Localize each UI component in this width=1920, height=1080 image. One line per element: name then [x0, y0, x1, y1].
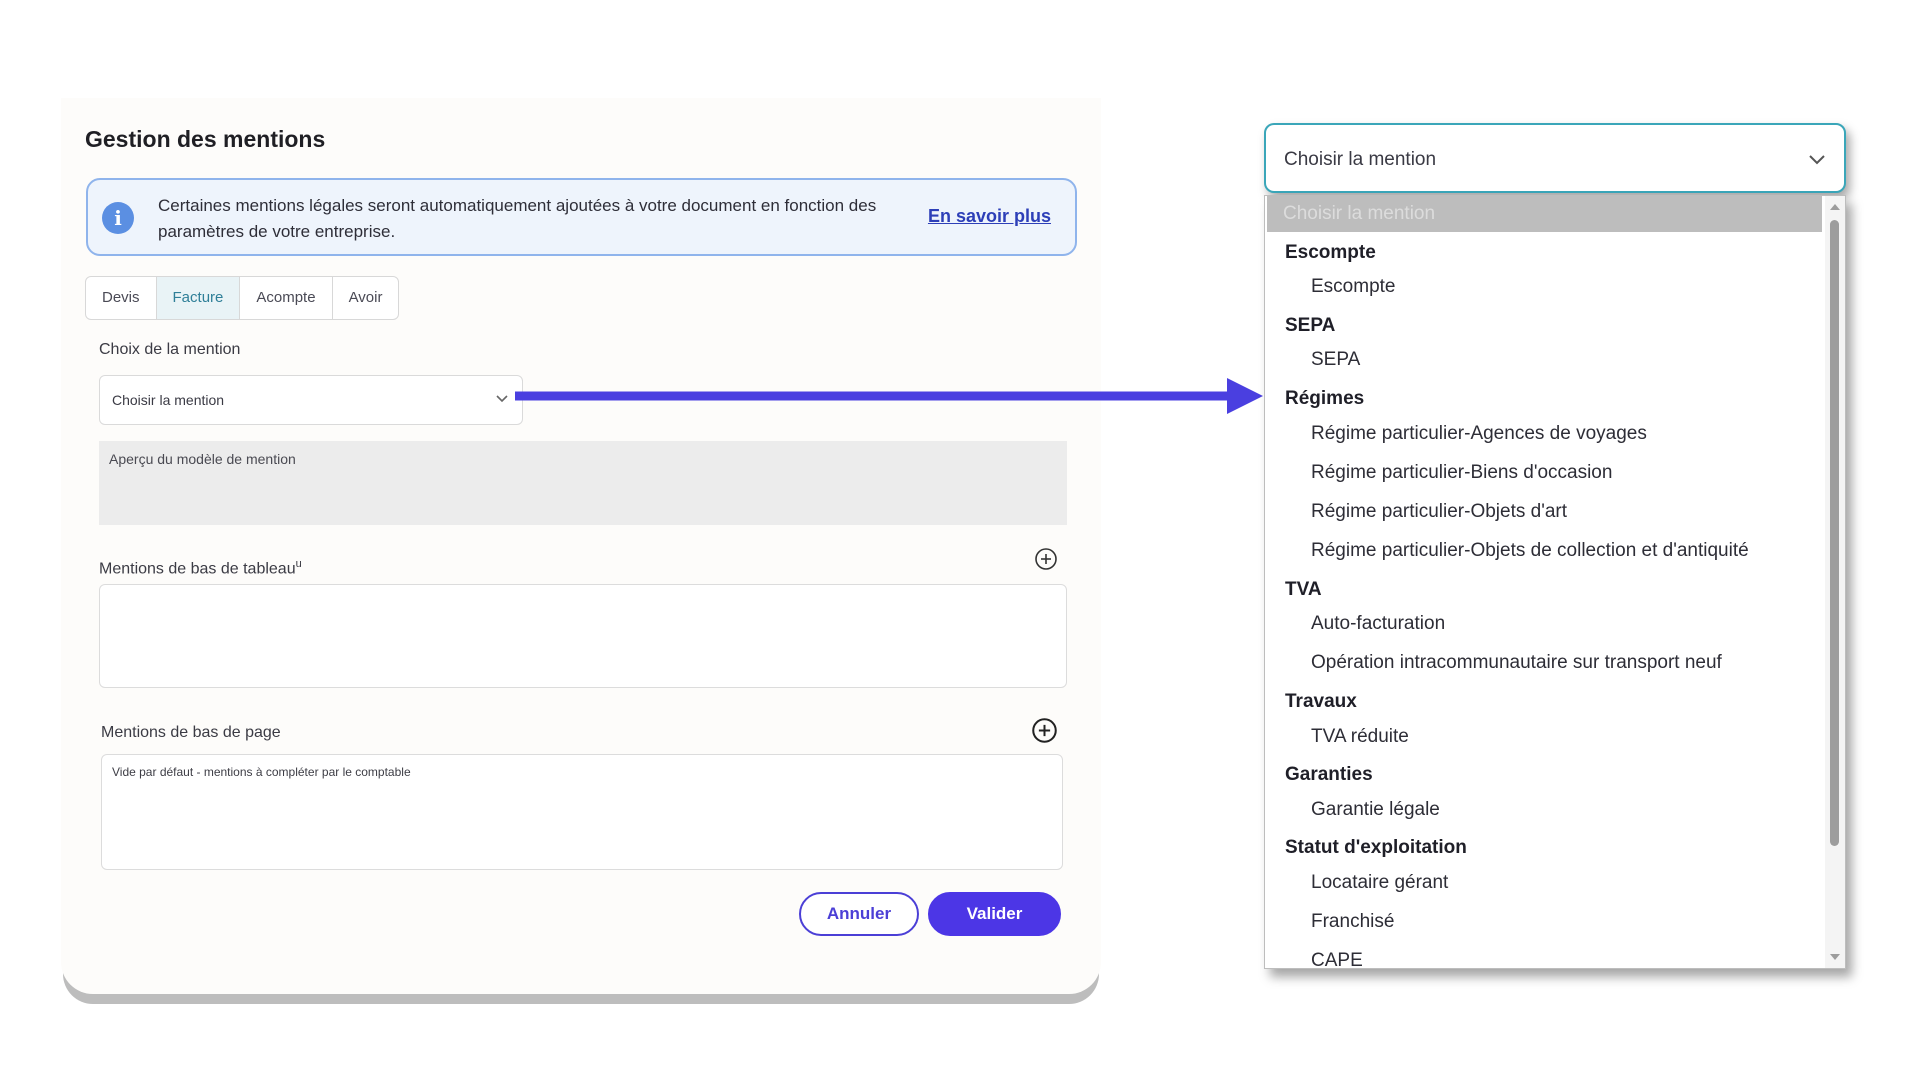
tab-devis[interactable]: Devis	[86, 277, 157, 319]
dropdown-option[interactable]: SEPA	[1311, 349, 1361, 370]
tab-facture[interactable]: Facture	[157, 277, 241, 319]
tab-avoir[interactable]: Avoir	[348, 289, 383, 306]
page-mentions-field[interactable]	[101, 754, 1063, 870]
dropdown-placeholder-option[interactable]: Choisir la mention	[1267, 196, 1822, 232]
scroll-down-icon[interactable]	[1829, 952, 1841, 962]
dropdown-option[interactable]: Régime particulier-Agences de voyages	[1311, 423, 1647, 444]
dropdown-option[interactable]: Régime particulier-Objets d'art	[1311, 501, 1567, 522]
dropdown-option[interactable]: Escompte	[1311, 276, 1396, 297]
mention-choice-label: Choix de la mention	[99, 341, 241, 358]
scroll-up-icon[interactable]	[1829, 202, 1841, 212]
dropdown-option[interactable]: CAPE	[1311, 950, 1363, 969]
document-type-tabs	[85, 276, 399, 320]
dropdown-option[interactable]: Garantie légale	[1311, 799, 1440, 820]
info-icon: i	[102, 202, 134, 234]
page-mentions-label: Mentions de bas de page	[101, 724, 281, 741]
dropdown-group-statut: Statut d'exploitation	[1285, 837, 1467, 858]
dropdown-group-garanties: Garanties	[1285, 764, 1373, 785]
dropdown-scrollbar[interactable]	[1825, 196, 1845, 968]
confirm-button[interactable]: Valider	[928, 892, 1061, 936]
mention-dropdown-list	[1264, 195, 1846, 969]
table-mentions-superscript: u	[295, 558, 302, 570]
info-text: Certaines mentions légales seront automatiquement ajoutées à votre document en fonction des paramètres de votre entreprise.	[158, 196, 877, 241]
mention-dropdown-select[interactable]	[1264, 123, 1846, 193]
mention-preview-placeholder: Aperçu du modèle de mention	[109, 451, 296, 467]
mention-select-value: Choisir la mention	[112, 392, 225, 408]
dropdown-group-sepa: SEPA	[1285, 315, 1336, 336]
info-banner	[86, 178, 1077, 256]
learn-more-link[interactable]: En savoir plus	[927, 206, 1051, 226]
chevron-down-icon	[494, 391, 510, 407]
dropdown-option[interactable]: TVA réduite	[1311, 726, 1409, 747]
cancel-button[interactable]: Annuler	[799, 892, 919, 936]
add-table-mention-icon[interactable]	[1034, 547, 1058, 571]
tab-acompte[interactable]: Acompte	[240, 277, 332, 319]
pointer-arrow	[515, 378, 1265, 418]
table-mentions-label: Mentions de bas de tableau$^u$	[99, 558, 302, 578]
mention-dropdown-value: Choisir la mention	[1284, 149, 1437, 170]
dropdown-option[interactable]: Opération intracommunautaire sur transport neuf	[1311, 652, 1722, 673]
dropdown-option[interactable]: Locataire gérant	[1311, 872, 1449, 893]
dropdown-group-escompte: Escompte	[1285, 242, 1376, 263]
add-page-mention-icon[interactable]	[1031, 717, 1058, 744]
scrollbar-thumb[interactable]	[1830, 220, 1839, 846]
mention-preview	[99, 441, 1067, 525]
dropdown-option[interactable]: Régime particulier-Biens d'occasion	[1311, 462, 1613, 483]
page-mentions-value: Vide par défaut - mentions à compléter par le comptable	[112, 765, 411, 779]
chevron-down-icon	[1806, 149, 1828, 171]
dropdown-option[interactable]: Franchisé	[1311, 911, 1395, 932]
dropdown-group-tva: TVA	[1285, 579, 1322, 600]
dropdown-group-travaux: Travaux	[1285, 691, 1357, 712]
dropdown-option[interactable]: Régime particulier-Objets de collection et d'antiquité	[1311, 540, 1749, 561]
dropdown-group-regimes: Régimes	[1285, 388, 1365, 409]
dropdown-option[interactable]: Auto-facturation	[1311, 613, 1446, 634]
mentions-modal	[61, 98, 1101, 994]
modal-title: Gestion des mentions	[85, 126, 326, 152]
mention-select[interactable]	[99, 375, 523, 425]
table-mentions-field[interactable]	[99, 584, 1067, 688]
